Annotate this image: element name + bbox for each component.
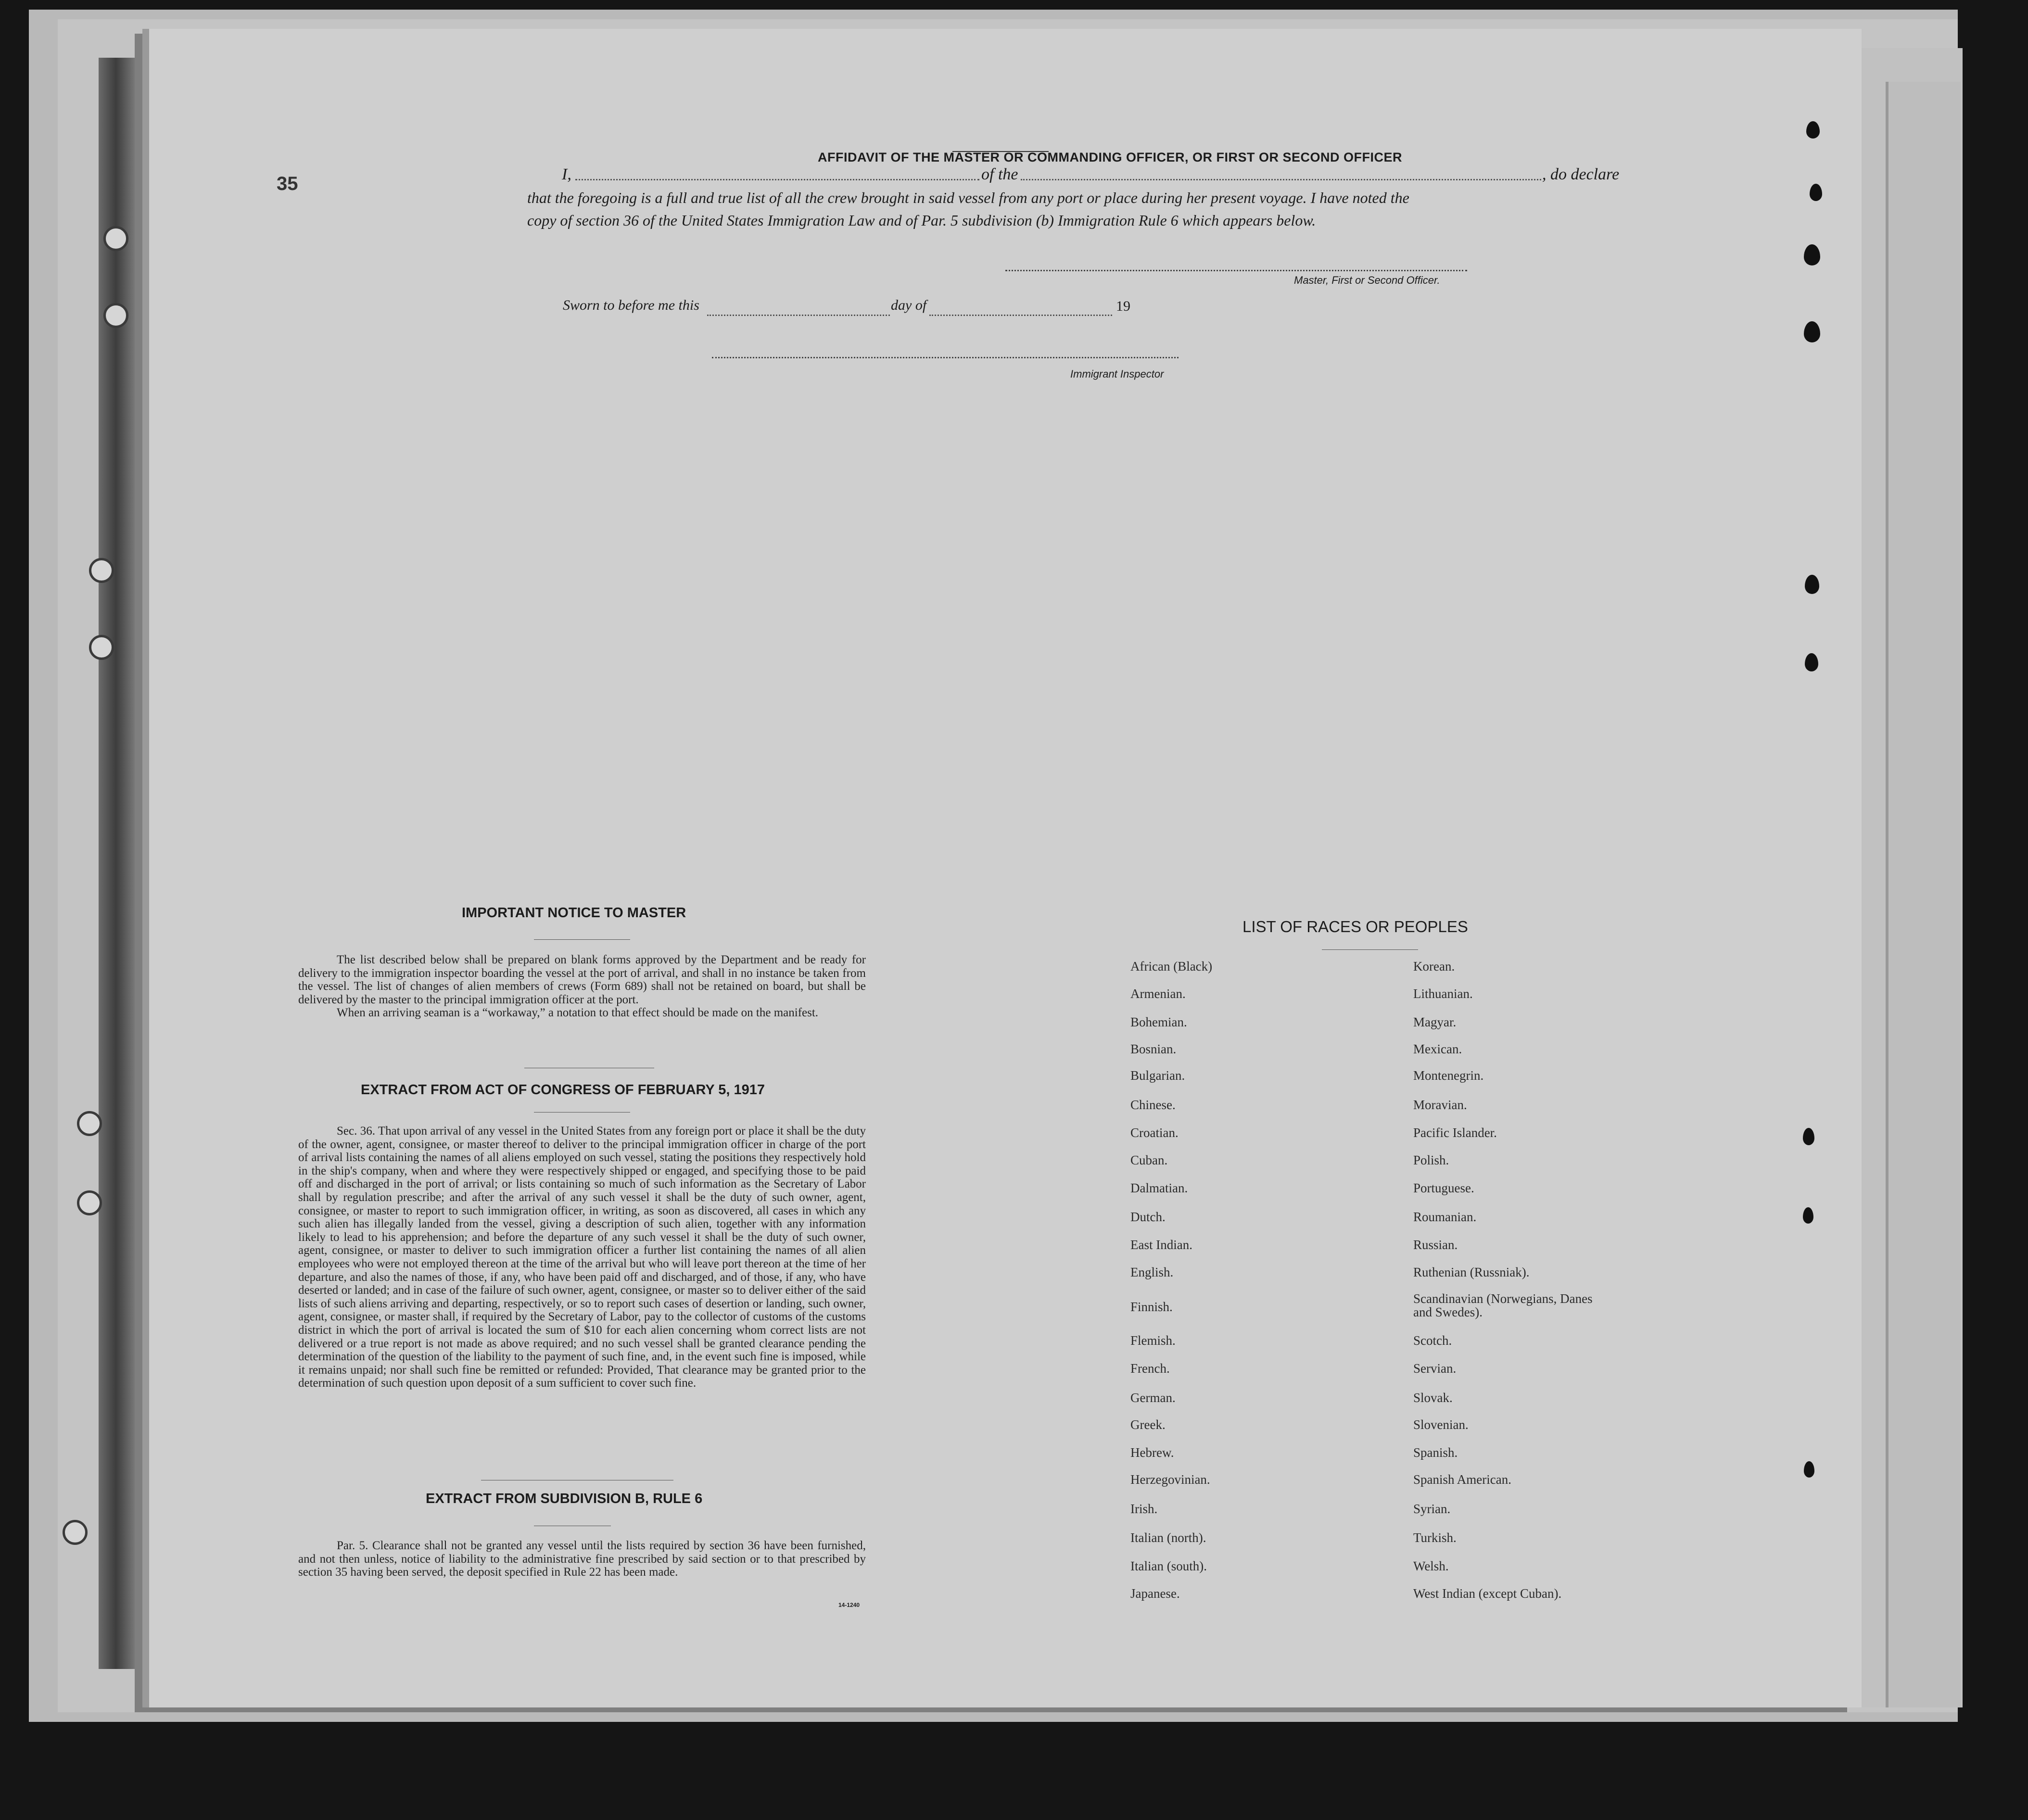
race-item: German. [1130,1390,1176,1405]
race-item: Portuguese. [1413,1181,1474,1195]
race-item: Russian. [1413,1238,1458,1252]
race-item: English. [1130,1265,1174,1279]
race-item: Montenegrin. [1413,1068,1484,1083]
race-item: Bulgarian. [1130,1068,1185,1083]
race-item: East Indian. [1130,1238,1192,1252]
binding-shadow [99,58,142,1669]
year-prefix: 19 [1116,298,1130,314]
race-item: Slovenian. [1413,1417,1469,1432]
race-item: Flemish. [1130,1333,1176,1348]
binder-hole [77,1111,102,1136]
races-title: LIST OF RACES OR PEOPLES [1242,918,1468,935]
race-item: Welsh. [1413,1559,1449,1573]
notice-underline [534,939,630,940]
name-blank [575,179,979,180]
race-item: Servian. [1413,1361,1457,1376]
punch-mark [1805,653,1818,671]
document-page [149,29,1862,1707]
race-item: Slovak. [1413,1390,1453,1405]
race-item: Cuban. [1130,1153,1168,1167]
notice-title: IMPORTANT NOTICE TO MASTER [462,905,686,921]
margin-mark: 35 [277,173,298,194]
race-item: Irish. [1130,1502,1158,1516]
punch-mark [1804,1461,1814,1478]
day-blank [707,315,890,316]
signature-line [1005,270,1467,271]
race-item: Dalmatian. [1130,1181,1188,1195]
punch-mark [1805,575,1819,594]
race-item: Turkish. [1413,1530,1457,1545]
binder-hole [77,1190,102,1215]
affidavit-line3: copy of section 36 of the United States Immigration Law and of Par. 5 subdivision (b) Immigration Rule 6 which appears below. [527,212,1316,229]
binder-hole [89,558,114,583]
race-item: Chinese. [1130,1098,1176,1112]
punch-mark [1803,1207,1813,1224]
notice-paragraph-1: The list described below shall be prepared on blank forms approved by the Department and be ready for delivery to the immigration inspector boarding the vessel at the port of arrival, and shall in no instance be taken from the vessel. The list of changes of alien members of crews (Form 689) shall not be retained on board, but shall be delivered by the master to the principal immigration officer at the port. [298,953,866,1006]
race-item: Italian (north). [1130,1530,1206,1545]
race-item: Polish. [1413,1153,1449,1167]
affidavit-declare: , do declare [1542,165,1620,183]
binder-hole [63,1520,88,1545]
affidavit-of-the: of the [981,165,1018,183]
race-item: Roumanian. [1413,1210,1477,1224]
underlying-page-edge [1886,82,1961,1707]
inspector-line [712,357,1179,358]
binder-hole [103,303,128,328]
form-code: 14-1240 [838,1602,860,1608]
affidavit-i: I, [562,165,571,183]
title-underline [952,151,1049,152]
race-item: Spanish. [1413,1445,1458,1460]
act-text [298,1125,866,1390]
act-paragraph: Sec. 36. That upon arrival of any vessel in the United States from any foreign port or place it shall be the duty of the owner, agent, consignee, or master thereof to deliver to the principal immigration officer in charge of the port of arrival lists containing the names of all aliens employed on such vessel, stating the positions they respectively hold in the ship's company, when and where they were respectively shipped or engaged, and specifying those to be paid off and discharged in the port of arrival; or lists containing so much of such information as the Secretary of Labor shall by regulation prescribe; and after the arrival of any such vessel it shall be the duty of such owner, agent, consignee, or master to report to such immigration officer, in writing, as soon as discovered, all cases in which any such alien has illegally landed from the vessel, giving a description of such alien, together with any information likely to lead to his apprehension; and before the departure of any such vessel it shall be the duty of such owner, agent, consignee, or master to deliver to such immigration officer a further list containing the names of all alien employees who were not employed thereon at the time of the arrival but who will leave port thereon at the time of her departure, and also the names of those, if any, who have been paid off and discharged, and of those, if any, who have deserted or landed; and in case of the failure of such owner, agent, consignee, or master so to deliver either of the said lists of such aliens arriving and departing, respectively, or so to report such cases of desertion or landing, such owner, agent, consignee, or master shall, if required by the Secretary of Labor, pay to the collector of customs of the customs district in which the port of arrival is located the sum of $10 for each alien concerning whom correct lists are not delivered or a true report is not made as above required; and no such vessel shall be granted clearance pending the determination of the question of the liability to the payment of such fine, and, in the event such fine is imposed, while it remains unpaid; nor shall such fine be remitted or refunded: Provided, That clearance may be granted prior to the determination of such question upon deposit of a sum sufficient to cover such fine. [298,1125,866,1390]
race-item: Armenian. [1130,986,1186,1001]
race-item: Hebrew. [1130,1445,1174,1460]
race-item: Ruthenian (Russniak). [1413,1265,1530,1279]
notice-paragraph-2: When an arriving seaman is a “workaway,” a notation to that effect should be made on the manifest. [337,1006,819,1020]
race-item: Lithuanian. [1413,986,1473,1001]
races-underline [1322,949,1418,950]
race-item: West Indian (except Cuban). [1413,1586,1562,1601]
race-item: Croatian. [1130,1125,1179,1140]
binder-hole [89,635,114,660]
vessel-blank [1021,179,1541,180]
notice-text [298,953,866,1020]
day-of-text: day of [891,297,927,313]
race-item: Pacific Islander. [1413,1125,1497,1140]
signature-label: Master, First or Second Officer. [1294,274,1440,286]
affidavit-title: AFFIDAVIT OF THE MASTER OR COMMANDING OFFICER, OR FIRST OR SECOND OFFICER [818,150,1402,164]
punch-mark [1810,184,1822,201]
rule-paragraph: Par. 5. Clearance shall not be granted any vessel until the lists required by section 36 have been furnished, and not then unless, notice of liability to the administrative fine prescribed by said section or to that prescribed by section 35 having been served, the deposit specified in Rule 22 has been made. [298,1539,866,1579]
race-item: African (Black) [1130,959,1213,973]
punch-mark [1803,1128,1814,1145]
inspector-label: Immigrant Inspector [1070,368,1164,380]
binder-hole [103,226,128,251]
affidavit-line2: that the foregoing is a full and true list of all the crew brought in said vessel from any port or place during her present voyage. I have noted the [527,189,1409,206]
race-item: Moravian. [1413,1098,1467,1112]
race-item: Mexican. [1413,1042,1462,1056]
race-item: Magyar. [1413,1015,1457,1029]
month-blank [929,315,1112,316]
race-item: Japanese. [1130,1586,1180,1601]
race-item: French. [1130,1361,1170,1376]
race-item: Bosnian. [1130,1042,1177,1056]
punch-mark [1806,121,1820,139]
race-item: Greek. [1130,1417,1166,1432]
sworn-text: Sworn to before me this [563,297,699,313]
race-item: Scandinavian (Norwegians, Danes and Swedes). [1413,1291,1593,1319]
punch-mark [1804,321,1820,342]
race-item: Syrian. [1413,1502,1451,1516]
race-item: Scotch. [1413,1333,1452,1348]
race-item: Italian (south). [1130,1559,1207,1573]
act-title: EXTRACT FROM ACT OF CONGRESS OF FEBRUARY 5, 1917 [361,1082,765,1098]
punch-mark [1804,244,1820,265]
race-item: Finnish. [1130,1300,1173,1314]
rule-title: EXTRACT FROM SUBDIVISION B, RULE 6 [426,1491,703,1506]
race-item: Spanish American. [1413,1472,1511,1487]
race-item: Herzegovinian. [1130,1472,1210,1487]
race-item: Dutch. [1130,1210,1166,1224]
race-item: Bohemian. [1130,1015,1187,1029]
race-item: Korean. [1413,959,1455,973]
rule-text [298,1539,866,1579]
